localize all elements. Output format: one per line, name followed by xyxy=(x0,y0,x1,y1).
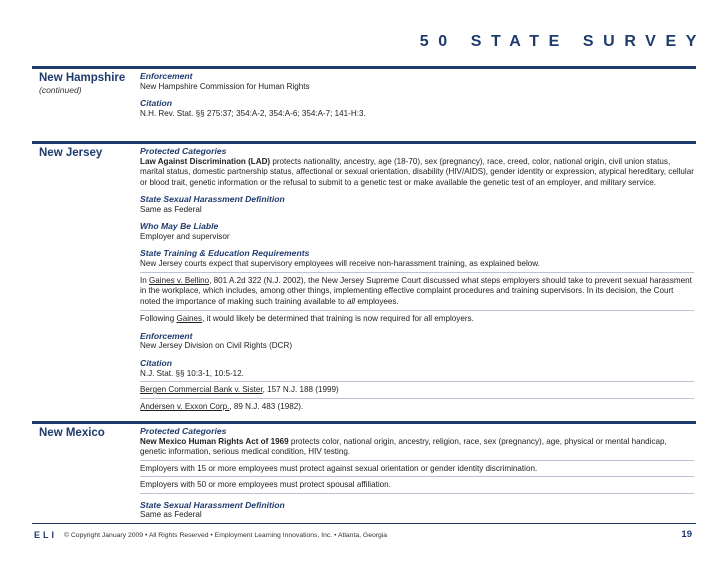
liable-text: Employer and supervisor xyxy=(140,231,230,241)
citation-case-bergen xyxy=(140,385,694,396)
training-label: State Training & Education Requirements xyxy=(140,248,310,259)
state-name: New Hampshire xyxy=(39,72,126,84)
definition-text: Same as Federal xyxy=(140,204,202,214)
eli-logo: ELI xyxy=(34,530,58,540)
definition-label: State Sexual Harassment Definition xyxy=(140,499,285,510)
copyright-text: © Copyright January 2009 • All Rights Reserved • Employment Learning Innovations, Inc. • Atlanta, Georgia xyxy=(64,532,388,539)
text-span: employees. xyxy=(355,296,399,306)
continued-note: (continued) xyxy=(39,85,82,95)
paragraph-divider xyxy=(140,460,694,461)
enforcement-label: Enforcement xyxy=(140,330,193,341)
paragraph-divider xyxy=(140,381,694,382)
section-new-jersey xyxy=(32,141,696,413)
citation-statute: N.J. Stat. §§ 10:3-1, 10:5-12. xyxy=(140,368,244,378)
enforcement-text: New Jersey Division on Civil Rights (DCR) xyxy=(140,341,293,351)
page-number: 19 xyxy=(681,529,692,540)
paragraph-divider xyxy=(140,310,694,311)
case-gaines: Gaines xyxy=(176,314,203,324)
section-new-hampshire xyxy=(32,66,696,134)
state-name: New Jersey xyxy=(39,147,103,159)
state-name: New Mexico xyxy=(39,427,105,439)
spousal-paragraph: Employers with 50 or more employees must protect spousal affiliation. xyxy=(140,480,391,490)
definition-label: State Sexual Harassment Definition xyxy=(140,194,285,205)
training-paragraph-3 xyxy=(140,314,694,325)
text-span: In xyxy=(140,275,149,285)
protected-categories-text xyxy=(140,437,694,458)
page-footer xyxy=(32,523,696,543)
case-name: Andersen v. Exxon Corp. xyxy=(140,401,230,411)
section-divider xyxy=(32,421,696,424)
act-name: New Mexico Human Rights Act of 1969 xyxy=(140,436,289,446)
text-span: , it would likely be determined that training is now required for all employers. xyxy=(202,314,474,324)
text-span: , 157 N.J. 188 (1999) xyxy=(262,385,339,395)
section-divider xyxy=(32,66,696,69)
definition-text: Same as Federal xyxy=(140,510,202,520)
citation-label: Citation xyxy=(140,358,172,369)
case-gaines-bellino: Gaines v. Bellino xyxy=(149,275,210,285)
paragraph-divider xyxy=(140,493,694,494)
emphasis-all: all xyxy=(346,296,356,306)
citation-text: N.H. Rev. Stat. §§ 275:37; 354:A-2, 354:A-6; 354:A-7; 141-H:3. xyxy=(140,108,366,118)
protected-categories-label: Protected Categories xyxy=(140,146,227,156)
section-new-mexico xyxy=(32,421,696,520)
footer-divider xyxy=(32,523,696,524)
text-span: , 89 N.J. 483 (1982). xyxy=(229,401,304,411)
text-span: , 801 A.2d 322 (N.J. 2002), the New Jersey Supreme Court discussed what steps employers should take to prevent sexual harassment in the workplace, which includes, among other things, implementing effective complaint procedures and training supervisors. In its decision, the Court noted the importance of making such training available to xyxy=(140,275,692,306)
citation-case-andersen xyxy=(140,402,694,413)
survey-title: 50 STATE SURVEY xyxy=(419,33,706,50)
citation-label: Citation xyxy=(140,98,172,109)
paragraph-divider xyxy=(140,476,694,477)
text-span: Following xyxy=(140,314,177,324)
training-paragraph-2 xyxy=(140,276,694,308)
liable-label: Who May Be Liable xyxy=(140,221,219,232)
protected-list: protects color, national origin, ancestry, religion, race, sex (pregnancy), age, physical or mental handicap, genetic information, serious medical condition, HIV testing. xyxy=(140,436,667,457)
orientation-paragraph: Employers with 15 or more employees must protect against sexual orientation or gender identity discrimination. xyxy=(140,463,538,473)
protected-categories-label: Protected Categories xyxy=(140,426,227,436)
protected-categories-text xyxy=(140,157,694,189)
protected-list: protects nationality, ancestry, age (18-70), sex (pregnancy), race, creed, color, national origin, civil union status, marital status, domestic partnership status, affectional or sexual orientation, disability (HIV/AIDS), gender identity or expression, atypical hereditary, cellular or blood trait, genetic information or the refusal to submit to a genetic test or make available the genetic test of an employer, and military service. xyxy=(140,156,694,187)
section-divider xyxy=(32,141,696,144)
enforcement-text: New Hampshire Commission for Human Rights xyxy=(140,81,310,91)
paragraph-divider xyxy=(140,398,694,399)
enforcement-label: Enforcement xyxy=(140,71,193,81)
case-name: Bergen Commercial Bank v. Sister xyxy=(140,385,263,395)
paragraph-divider xyxy=(140,272,694,273)
training-paragraph-1: New Jersey courts expect that supervisory employees will receive non-harassment training, as explained below. xyxy=(140,258,540,268)
act-name: Law Against Discrimination (LAD) xyxy=(140,156,271,166)
